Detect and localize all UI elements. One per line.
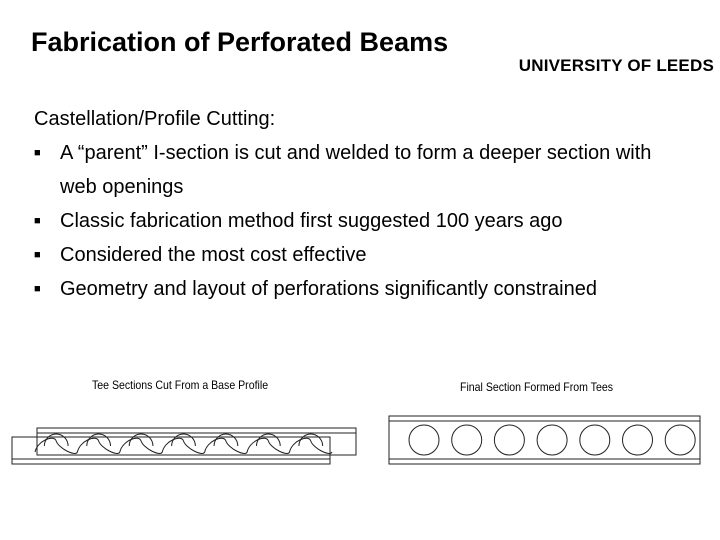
tee-sections-figure [12, 428, 356, 464]
bullet-text: A “parent” I-section is cut and welded to form a deeper section with web openings [60, 142, 652, 198]
bullet-list [34, 136, 694, 306]
web-opening [494, 425, 524, 455]
square-bullet-icon: ■ [34, 147, 41, 159]
bullet-item [34, 136, 694, 204]
bullet-item [34, 238, 694, 272]
cut-line [35, 438, 332, 453]
section-heading: Castellation/Profile Cutting: [34, 108, 276, 130]
web-opening [665, 425, 695, 455]
square-bullet-icon: ■ [34, 215, 41, 227]
beam-diagram [0, 400, 720, 490]
bullet-item [34, 204, 694, 238]
slide-content [34, 102, 694, 306]
web-opening [580, 425, 610, 455]
web-opening [452, 425, 482, 455]
square-bullet-icon: ■ [34, 249, 41, 261]
castellated-beam-figure [389, 416, 700, 464]
bullet-item [34, 272, 694, 306]
beam-outline [389, 416, 700, 464]
final-section-label: Final Section Formed From Tees [460, 380, 613, 394]
web-opening [623, 425, 653, 455]
university-name: UNIVERSITY OF LEEDS [518, 56, 714, 75]
bullet-text: Geometry and layout of perforations significantly constrained [60, 278, 597, 300]
tee-sections-label: Tee Sections Cut From a Base Profile [92, 378, 269, 392]
university-logo [518, 18, 716, 78]
bullet-text: Considered the most cost effective [60, 244, 367, 266]
slide-title: Fabrication of Perforated Beams [31, 27, 449, 57]
bullet-text: Classic fabrication method first suggested 100 years ago [60, 210, 563, 232]
web-opening [409, 425, 439, 455]
web-opening [537, 425, 567, 455]
square-bullet-icon: ■ [34, 283, 41, 295]
